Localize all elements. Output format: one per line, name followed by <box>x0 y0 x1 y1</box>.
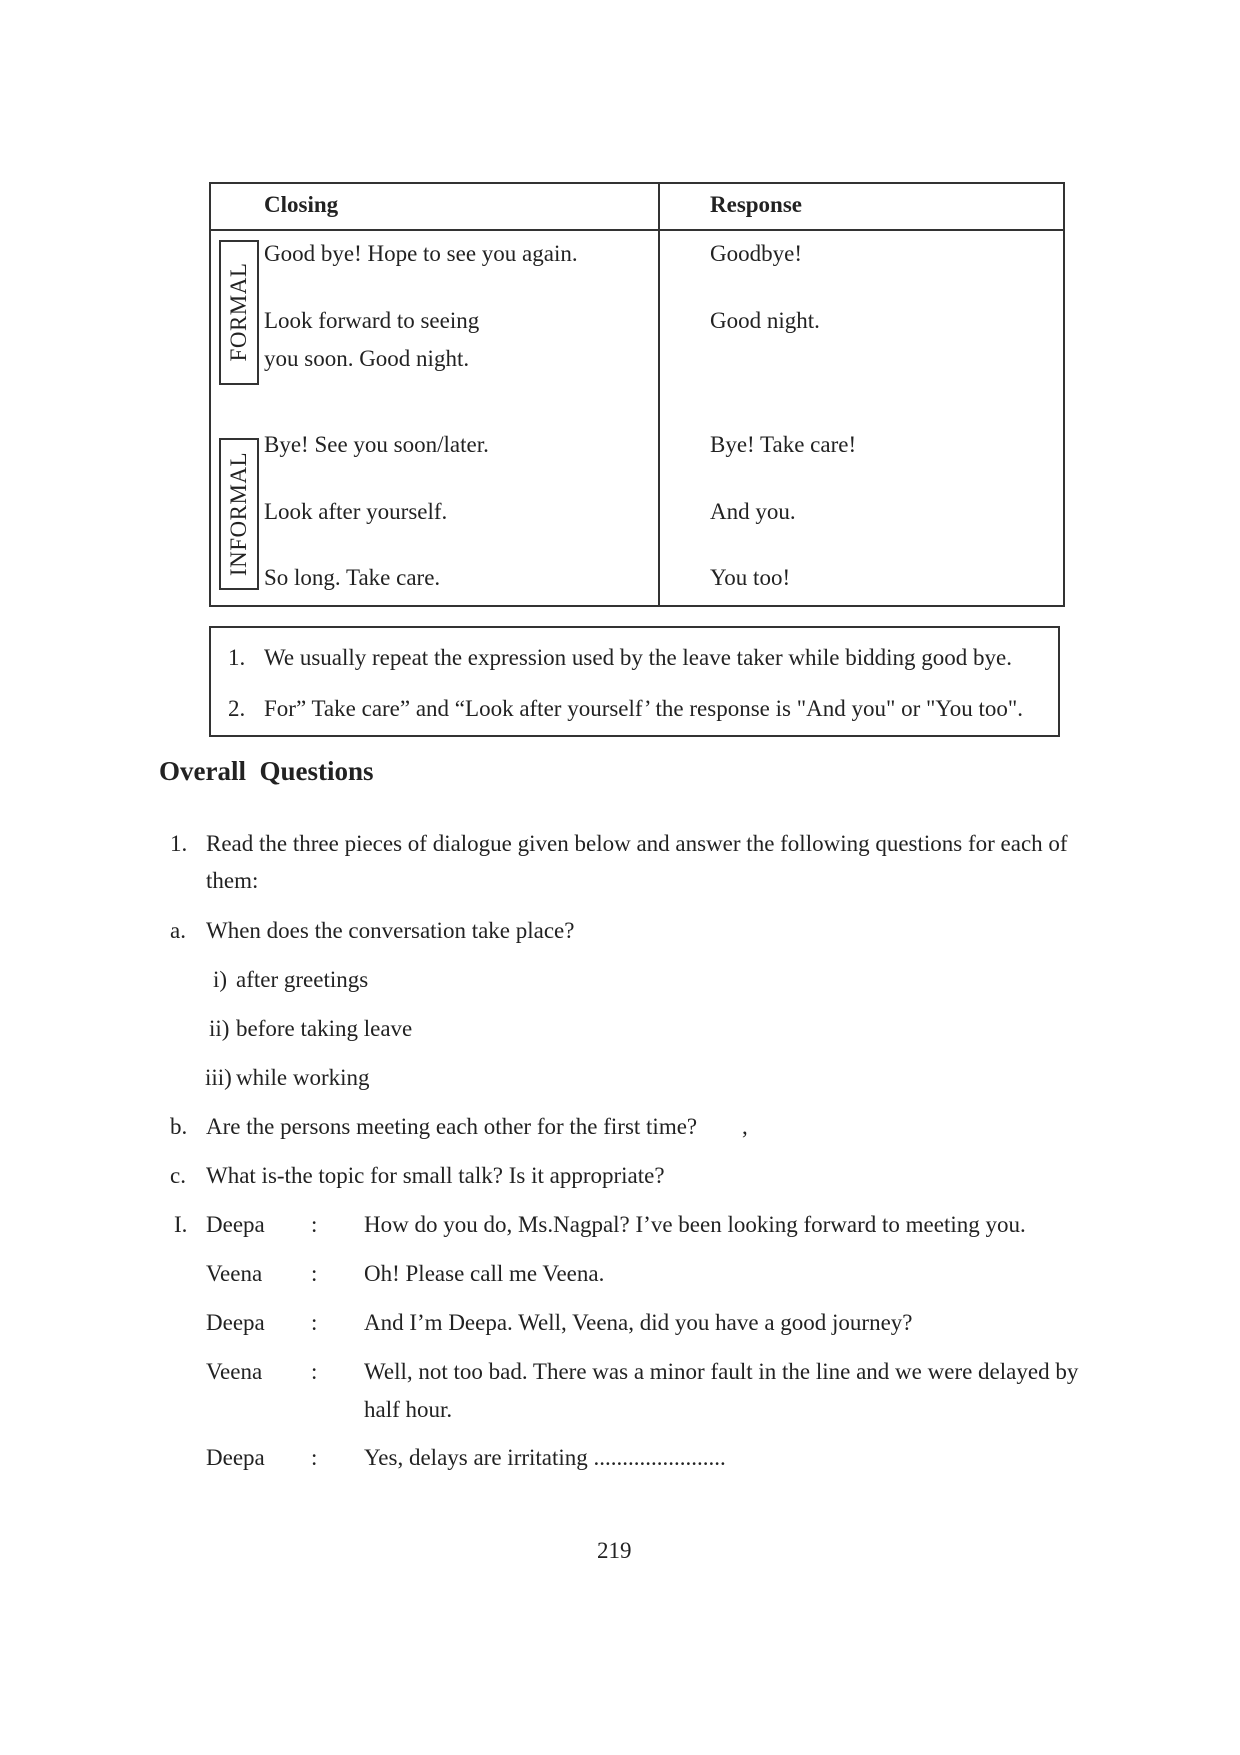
option-i-text: after greetings <box>236 967 369 992</box>
dialogue-colon: : <box>311 1212 318 1237</box>
dialogue-line: Oh! Please call me Veena. <box>364 1261 605 1286</box>
table-header-divider <box>209 229 1065 231</box>
informal-response-3: You too! <box>710 565 791 590</box>
dialogue-speaker: Deepa <box>206 1445 265 1470</box>
question-c-number: c. <box>170 1163 186 1188</box>
dialogue-line-continued: half hour. <box>364 1397 453 1422</box>
question-a-text: When does the conversation take place? <box>206 918 575 943</box>
note-1-text: We usually repeat the expression used by the leave taker while bidding good bye. <box>264 645 1012 670</box>
dialogue-speaker: Deepa <box>206 1310 265 1335</box>
note-2-number: 2. <box>228 696 246 721</box>
option-iii-text: while working <box>236 1065 370 1090</box>
formal-closing-1: Good bye! Hope to see you again. <box>264 241 578 266</box>
option-ii-number: ii) <box>209 1016 230 1041</box>
section-title: Overall Questions <box>159 756 374 786</box>
formal-label: FORMAL <box>226 262 251 362</box>
dialogue-colon: : <box>311 1359 318 1384</box>
dialogue-line: Well, not too bad. There was a minor fault in the line and we were delayed by <box>364 1359 1079 1384</box>
option-ii-text: before taking leave <box>236 1016 413 1041</box>
formal-closing-2-line2: you soon. Good night. <box>264 346 470 371</box>
column-header-response: Response <box>710 192 803 217</box>
dialogue-colon: : <box>311 1310 318 1335</box>
option-i-number: i) <box>213 967 228 992</box>
dialogue-speaker: Veena <box>206 1359 263 1384</box>
table-column-divider <box>658 182 660 607</box>
dialogue-line: Yes, delays are irritating ....................... <box>364 1445 726 1470</box>
question-1-line1: Read the three pieces of dialogue given below and answer the following questions for each of <box>206 831 1068 856</box>
informal-response-2: And you. <box>710 499 796 524</box>
informal-closing-1: Bye! See you soon/later. <box>264 432 489 457</box>
dialogue-number: I. <box>174 1212 188 1237</box>
note-1-number: 1. <box>228 645 246 670</box>
question-b-number: b. <box>170 1114 188 1139</box>
formal-response-2: Good night. <box>710 308 820 333</box>
dialogue-speaker: Deepa <box>206 1212 265 1237</box>
informal-closing-2: Look after yourself. <box>264 499 448 524</box>
question-b-text: Are the persons meeting each other for the first time? <box>206 1114 698 1139</box>
formal-response-1: Goodbye! <box>710 241 802 266</box>
formal-closing-2-line1: Look forward to seeing <box>264 308 480 333</box>
dialogue-line: And I’m Deepa. Well, Veena, did you have a good journey? <box>364 1310 913 1335</box>
informal-closing-3: So long. Take care. <box>264 565 441 590</box>
question-b-extra: , <box>742 1114 748 1139</box>
note-2-text: For” Take care” and “Look after yourself’ the response is "And you" or "You too". <box>264 696 1023 721</box>
informal-response-1: Bye! Take care! <box>710 432 857 457</box>
informal-label: INFORMAL <box>226 451 251 577</box>
dialogue-speaker: Veena <box>206 1261 263 1286</box>
question-a-number: a. <box>170 918 186 943</box>
dialogue-colon: : <box>311 1261 318 1286</box>
column-header-closing: Closing <box>264 192 339 217</box>
question-1-line2: them: <box>206 868 259 893</box>
dialogue-line: How do you do, Ms.Nagpal? I’ve been looking forward to meeting you. <box>364 1212 1026 1237</box>
question-1-number: 1. <box>170 831 188 856</box>
page-number: 219 <box>597 1538 632 1563</box>
dialogue-colon: : <box>311 1445 318 1470</box>
option-iii-number: iii) <box>205 1065 232 1090</box>
question-c-text: What is-the topic for small talk? Is it appropriate? <box>206 1163 665 1188</box>
